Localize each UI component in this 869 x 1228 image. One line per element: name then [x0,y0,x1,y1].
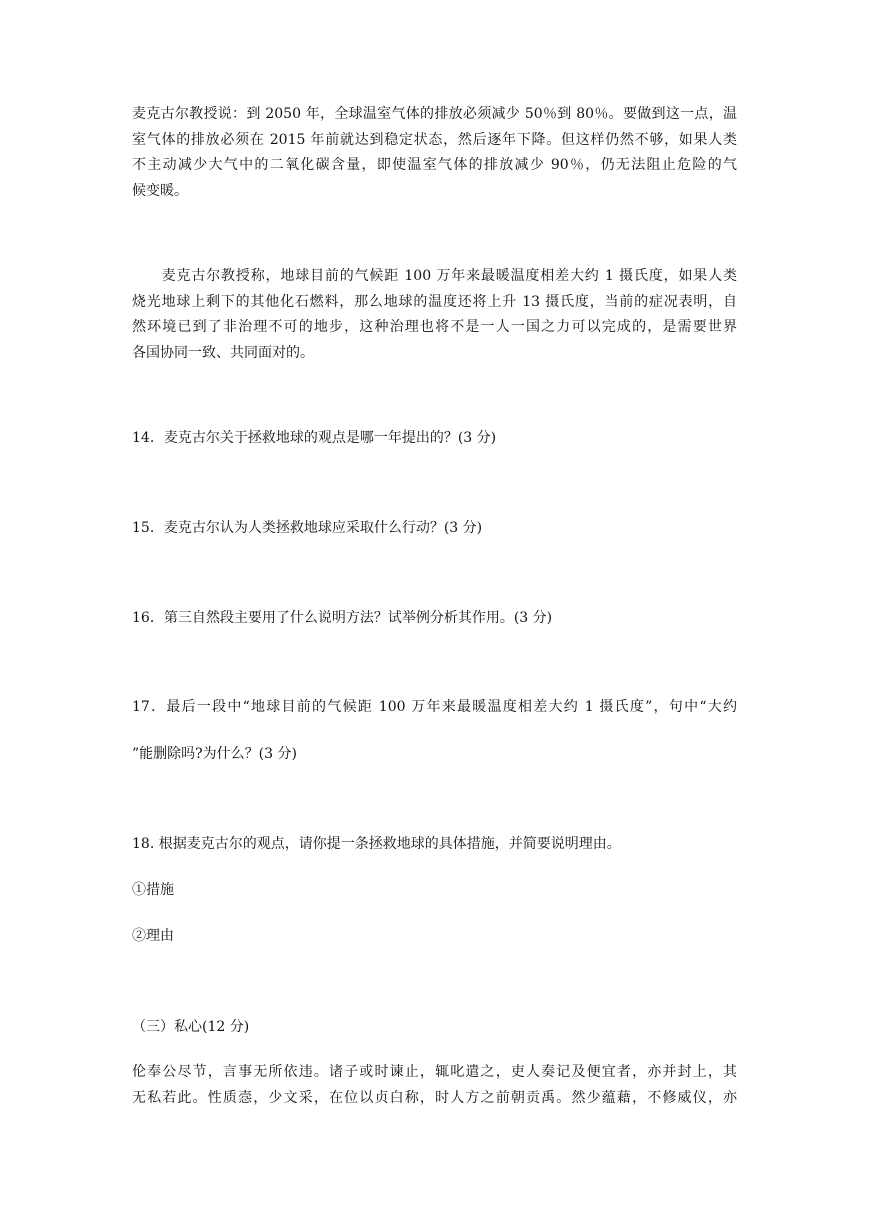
question-18-measure: ①措施 [132,882,174,898]
paragraph2-line-3: 然环境已到了非治理不可的地步，这种治理也将不是一人一国之力可以完成的，是需要世界 [132,319,737,335]
paragraph1-line-2: 室气体的排放必须在 2015 年前就达到稳定状态，然后逐年下降。但这样仍然不够，如果人类 [132,132,737,148]
section3-line-1: 伦奉公尽节，言事无所依违。诸子或时谏止，辄叱遣之，吏人奏记及便宜者，亦并封上，其 [132,1064,737,1080]
paragraph1-line-1: 麦克古尔教授说：到 2050 年，全球温室气体的排放必须减少 50％到 80％。要做到这一点，温 [132,106,737,122]
question-16: 16．第三自然段主要用了什么说明方法？试举例分析其作用。(3 分) [132,610,553,626]
paragraph1-line-3: 不主动减少大气中的二氧化碳含量，即使温室气体的排放减少 90％，仍无法阻止危险的气 [132,157,737,173]
paragraph1-line-4: 候变暖。 [132,183,188,199]
question-18-reason: ②理由 [132,928,174,944]
paragraph2-line-1: 麦克古尔教授称，地球目前的气候距 100 万年来最暖温度相差大约 1 摄氏度，如果人类 [132,268,737,284]
paragraph2-line-2: 烧光地球上剩下的其他化石燃料，那么地球的温度还将上升 13 摄氏度，当前的症况表明，自 [132,294,737,310]
question-17-line-2: ”能删除吗?为什么？(3 分) [132,746,297,762]
question-15: 15．麦克古尔认为人类拯救地球应采取什么行动？(3 分) [132,520,483,536]
section3-heading: （三）私心(12 分) [132,1019,250,1035]
section3-line-2: 无私若此。性质悫，少文采，在位以贞白称，时人方之前朝贡禹。然少蕴藉，不修威仪，亦 [132,1090,737,1106]
question-17-line-1: 17．最后一段中“地球目前的气候距 100 万年来最暖温度相差大约 1 摄氏度”，句中“大约 [132,699,737,715]
paragraph2-line-4: 各国协同一致、共同面对的。 [132,345,314,361]
question-14: 14．麦克古尔关于拯救地球的观点是哪一年提出的？(3 分) [132,430,497,446]
question-18: 18. 根据麦克古尔的观点，请你提一条拯救地球的具体措施，并简要说明理由。 [132,836,621,852]
